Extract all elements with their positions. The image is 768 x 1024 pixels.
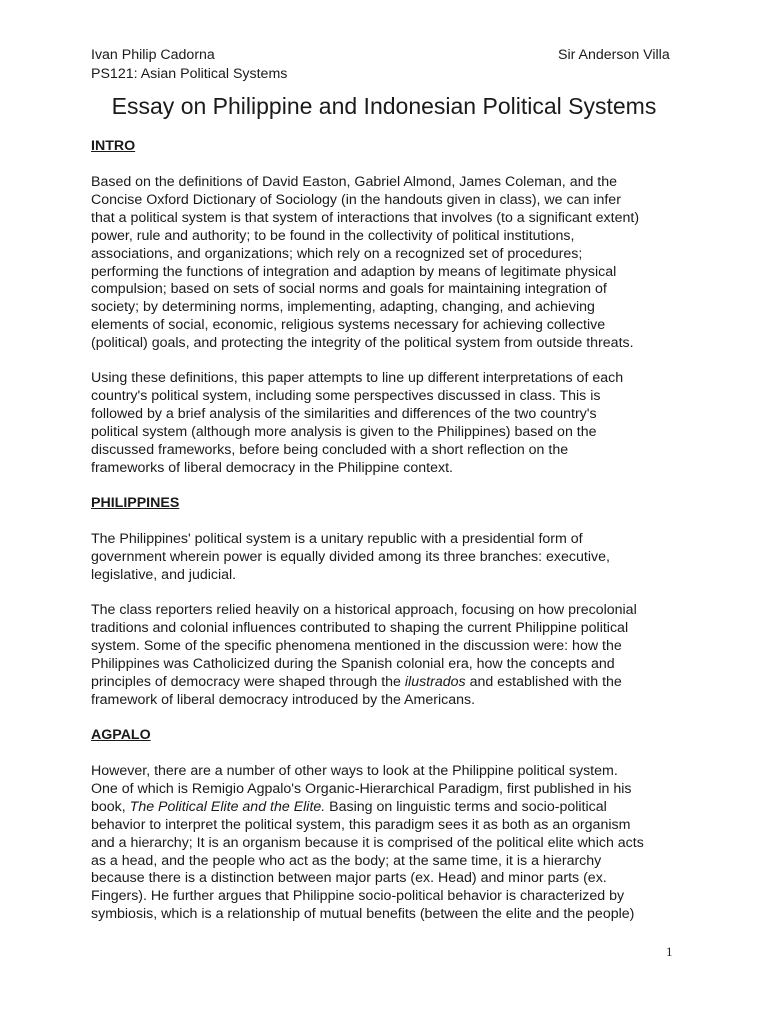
italic-book-title: The Political Elite and the Elite. xyxy=(129,798,326,815)
section-heading-agpalo: AGPALO xyxy=(91,727,151,743)
document-title: Essay on Philippine and Indonesian Political Systems xyxy=(111,93,657,119)
text-line: because there is a distinction between major parts (ex. Head) and minor parts (ex. xyxy=(91,870,607,887)
text-line: behavior to interpret the political system, this paradigm sees it as both as an organism xyxy=(91,816,631,833)
italic-term-ilustrados: ilustrados xyxy=(404,673,466,690)
text-line: country's political system, including some perspectives discussed in class. This is xyxy=(91,387,601,404)
section-heading-intro: INTRO xyxy=(91,138,136,154)
text-line: Fingers). He further argues that Philippine socio-political behavior is characterized by xyxy=(91,888,625,905)
header-course: PS121: Asian Political Systems xyxy=(91,66,288,82)
text-line: followed by a brief analysis of the similarities and differences of the two country's xyxy=(91,405,597,422)
page-number: 1 xyxy=(666,944,673,959)
text-line: frameworks of liberal democracy in the Philippine context. xyxy=(91,459,453,476)
text-line: (political) goals, and protecting the integrity of the political system from outside threats. xyxy=(91,335,634,352)
text-line: discussed frameworks, before being concluded with a short reflection on the xyxy=(91,441,569,458)
text-line: associations, and organizations; which rely on a recognized set of procedures; xyxy=(91,245,583,262)
text-line: Based on the definitions of David Easton, Gabriel Almond, James Coleman, and the xyxy=(91,174,618,190)
text-line: as a head, and the people who act as the body; at the same time, it is a hierarchy xyxy=(91,852,602,869)
text-line: symbiosis, which is a relationship of mutual benefits (between the elite and the people) xyxy=(91,906,635,923)
text-line: Concise Oxford Dictionary of Sociology (in the handouts given in class), we can infer xyxy=(91,191,621,208)
header-instructor: Sir Anderson Villa xyxy=(558,47,670,63)
section-heading-philippines: PHILIPPINES xyxy=(91,495,180,511)
text-line: The class reporters relied heavily on a historical approach, focusing on how precolonial xyxy=(91,602,637,618)
text-line: Philippines was Catholicized during the Spanish colonial era, how the concepts and xyxy=(91,655,615,672)
philippines-paragraph-2 xyxy=(91,602,691,709)
text-run: and established with the xyxy=(465,673,622,690)
text-line: However, there are a number of other ways to look at the Philippine political system. xyxy=(91,763,618,779)
text-line: system. Some of the specific phenomena mentioned in the discussion were: how the xyxy=(91,637,622,654)
text-line: One of which is Remigio Agpalo's Organic-Hierarchical Paradigm, first published in his xyxy=(91,780,632,797)
text-line: performing the functions of integration and adaption by means of legitimate physical xyxy=(91,263,617,280)
text-line: framework of liberal democracy introduced by the Americans. xyxy=(91,691,476,708)
header-author: Ivan Philip Cadorna xyxy=(91,47,215,63)
text-line: legislative, and judicial. xyxy=(91,566,237,583)
text-run: principles of democracy were shaped through the xyxy=(91,673,405,690)
agpalo-paragraph-1 xyxy=(91,763,691,924)
text-run: Basing on linguistic terms and socio-political xyxy=(325,798,607,815)
text-line: The Philippines' political system is a unitary republic with a presidential form of xyxy=(91,531,583,547)
text-line: political system (although more analysis is given to the Philippines) based on the xyxy=(91,423,597,440)
text-line: power, rule and authority; to be found in the collectivity of political institutions, xyxy=(91,227,575,244)
text-line: Using these definitions, this paper attempts to line up different interpretations of each xyxy=(91,370,624,386)
intro-paragraph-2 xyxy=(91,370,691,477)
text-line: compulsion; based on sets of social norms and goals for maintaining integration of xyxy=(91,281,607,298)
text-run: book, xyxy=(91,798,130,815)
text-line: that a political system is that system of interactions that involves (to a significant extent) xyxy=(91,209,640,226)
text-line xyxy=(91,674,691,692)
text-line: society; by determining norms, implementing, adapting, changing, and achieving xyxy=(91,299,595,316)
intro-paragraph-1 xyxy=(91,174,691,353)
text-line: government wherein power is equally divided among its three branches: executive, xyxy=(91,548,610,565)
text-line: and a hierarchy; It is an organism because it is comprised of the political elite which acts xyxy=(91,834,644,851)
text-line xyxy=(91,799,691,817)
philippines-paragraph-1 xyxy=(91,531,691,585)
text-line: traditions and colonial influences contributed to shaping the current Philippine political xyxy=(91,619,629,636)
text-line: elements of social, economic, religious systems necessary for achieving collective xyxy=(91,317,606,334)
